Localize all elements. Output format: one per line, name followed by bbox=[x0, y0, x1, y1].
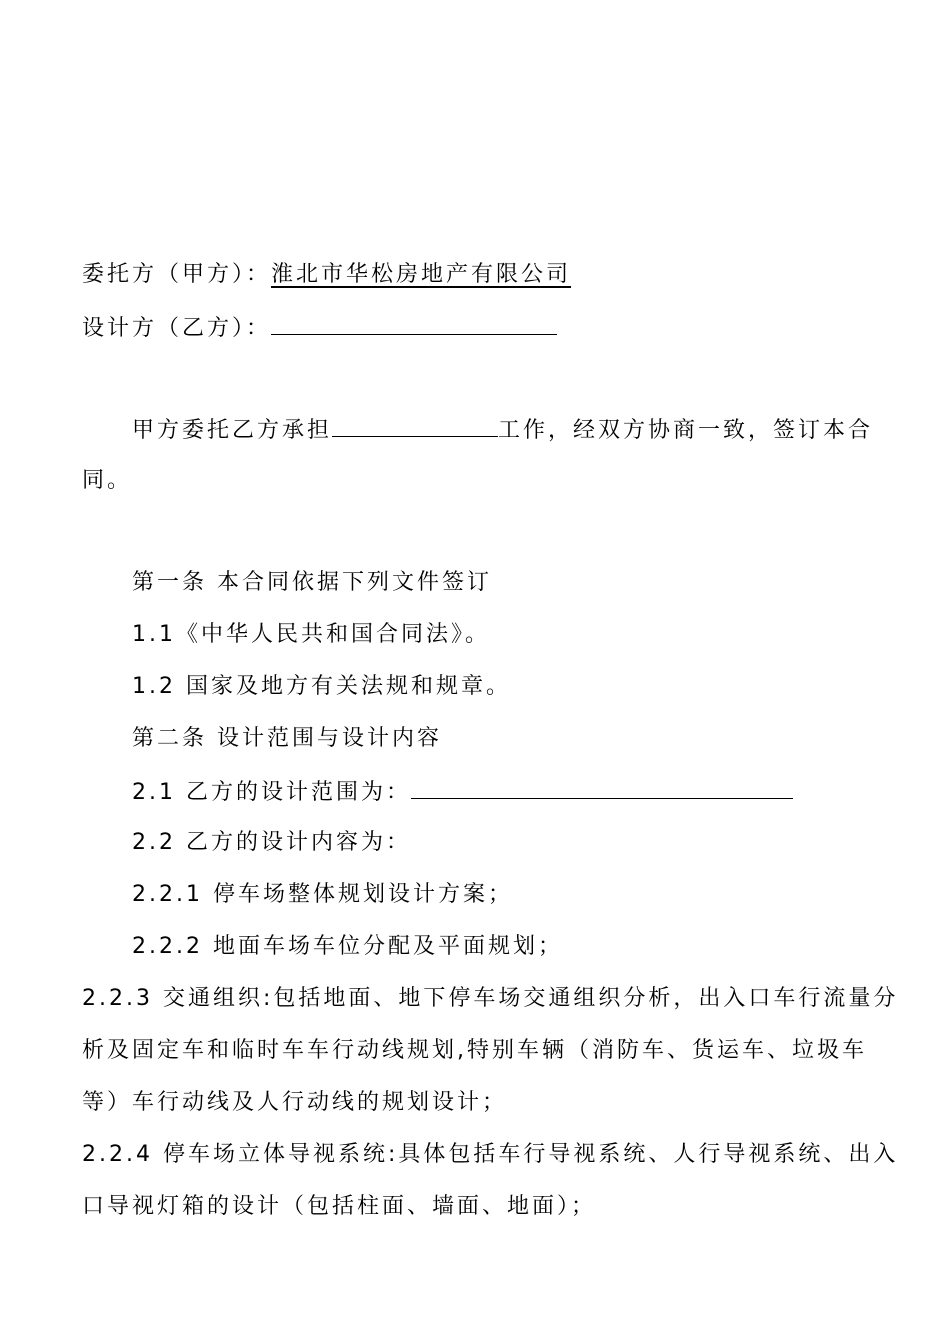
item-2-1-line bbox=[132, 778, 793, 806]
item-2-2-2: 2.2.2 地面车场车位分配及平面规划； bbox=[132, 934, 563, 959]
item-2-2-1: 2.2.1 停车场整体规划设计方案； bbox=[132, 882, 513, 907]
item-2-1: 2.1 乙方的设计范围为： bbox=[132, 780, 411, 805]
article1-title: 第一条 本合同依据下列文件签订 bbox=[132, 570, 492, 595]
intro-part2: 工作，经双方协商一致，签订本合 bbox=[498, 418, 874, 443]
intro-continuation: 同。 bbox=[82, 468, 133, 493]
designer-blank bbox=[271, 314, 557, 335]
item-1-2: 1.2 国家及地方有关法规和规章。 bbox=[132, 674, 511, 699]
client-label: 委托方（甲方）： bbox=[82, 262, 272, 287]
item-2-2-4-line1: 2.2.4 停车场立体导视系统:具体包括车行导视系统、人行导视系统、出入 bbox=[82, 1142, 899, 1167]
client-value: 淮北市华松房地产有限公司 bbox=[271, 262, 572, 287]
intro-part1: 甲方委托乙方承担 bbox=[132, 418, 333, 443]
item-1-1: 1.1《中华人民共和国合同法》。 bbox=[132, 622, 490, 647]
intro-blank bbox=[332, 416, 498, 437]
item-2-2-3-line2: 析及固定车和临时车车行动线规划,特别车辆（消防车、货运车、垃圾车 bbox=[82, 1038, 867, 1063]
item-2-2-3-line3: 等）车行动线及人行动线的规划设计； bbox=[82, 1090, 508, 1115]
client-line bbox=[82, 262, 571, 288]
item-2-2-4-line2: 口导视灯箱的设计（包括柱面、墙面、地面）； bbox=[82, 1194, 597, 1219]
scope-blank bbox=[411, 778, 793, 799]
item-2-2: 2.2 乙方的设计内容为： bbox=[132, 830, 411, 855]
item-2-2-3-line1: 2.2.3 交通组织:包括地面、地下停车场交通组织分析，出入口车行流量分 bbox=[82, 986, 899, 1011]
intro-line bbox=[132, 416, 873, 444]
designer-label: 设计方（乙方）： bbox=[82, 316, 272, 341]
designer-line bbox=[82, 314, 557, 342]
article2-title: 第二条 设计范围与设计内容 bbox=[132, 726, 442, 751]
